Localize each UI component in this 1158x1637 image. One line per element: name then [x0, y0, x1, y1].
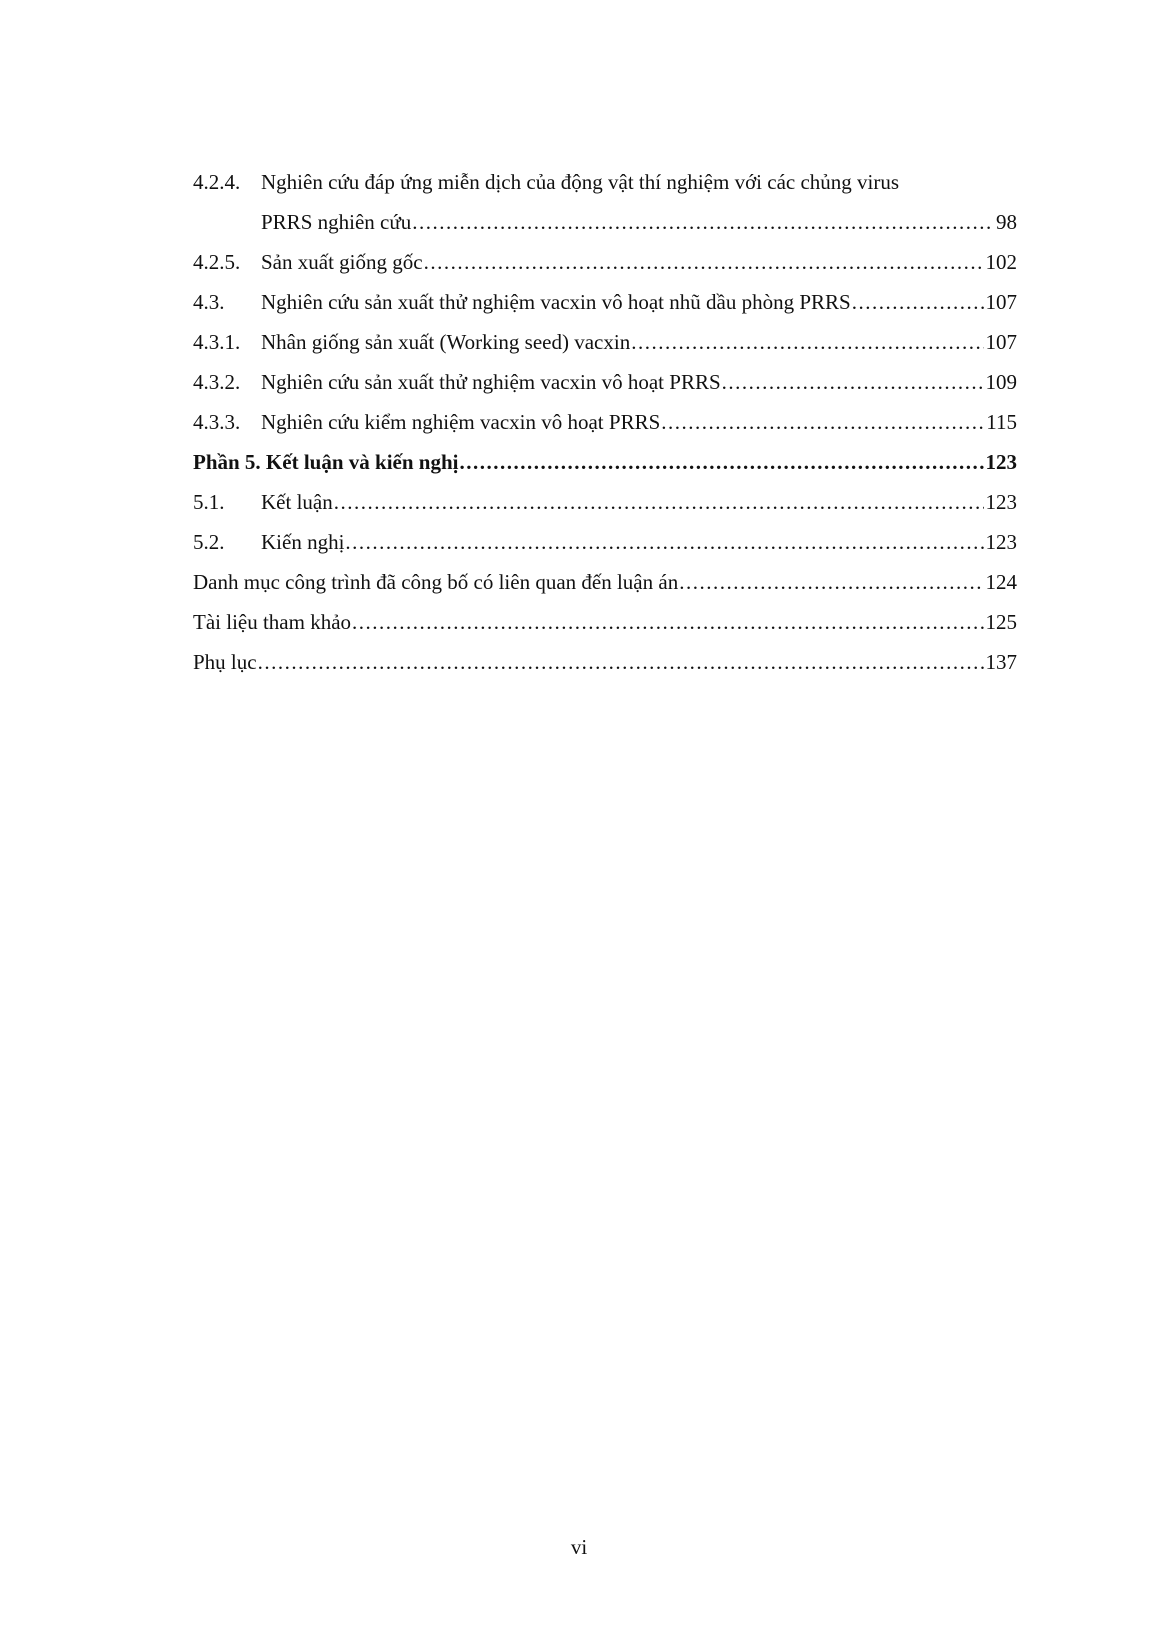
toc-entry-page: 123 — [985, 490, 1017, 514]
toc-dot-leader — [334, 482, 984, 522]
toc-entry-page: 124 — [985, 570, 1017, 594]
toc-dot-leader — [352, 602, 983, 642]
toc-entry-title: Nghiên cứu kiểm nghiệm vacxin vô hoạt PRRS — [261, 410, 661, 434]
page-number: vi — [570, 1535, 588, 1559]
toc-entry-page: 102 — [985, 250, 1017, 274]
toc-entry-5-2[interactable] — [193, 522, 1017, 562]
toc-entry-4-2-4[interactable] — [193, 162, 1017, 202]
toc-dot-leader — [661, 402, 984, 442]
toc-entry-page: 123 — [985, 530, 1017, 554]
toc-dot-leader — [722, 362, 984, 402]
toc-entry-title: Tài liệu tham khảo — [193, 610, 352, 634]
toc-entry-publications[interactable] — [193, 562, 1017, 602]
toc-entry-number: 4.2.5. — [193, 250, 241, 274]
toc-entry-title-continuation: PRRS nghiên cứu — [261, 210, 412, 234]
toc-entry-page: 107 — [985, 330, 1017, 354]
toc-entry-references[interactable] — [193, 602, 1017, 642]
toc-dot-leader — [679, 562, 983, 602]
toc-entry-4-2-4-continuation[interactable] — [193, 202, 1017, 242]
toc-entry-page: 115 — [986, 410, 1017, 434]
toc-entry-number: 4.3.1. — [193, 330, 241, 354]
toc-entry-title: Phần 5. Kết luận và kiến nghị — [193, 450, 459, 474]
toc-entry-number: 4.2.4. — [193, 170, 241, 194]
toc-dot-leader — [631, 322, 983, 362]
toc-entry-title: Nghiên cứu đáp ứng miễn dịch của động vật thí nghiệm với các chủng virus — [261, 170, 900, 194]
toc-entry-title: Sản xuất giống gốc — [261, 250, 423, 274]
toc-entry-page: 98 — [996, 210, 1017, 234]
toc-entry-number: 4.3.2. — [193, 370, 241, 394]
toc-entry-page: 107 — [985, 290, 1017, 314]
toc-entry-title: Phụ lục — [193, 650, 257, 674]
toc-entry-title: Kiến nghị — [261, 530, 345, 554]
toc-dot-leader — [459, 442, 983, 482]
toc-entry-4-2-5[interactable] — [193, 242, 1017, 282]
toc-entry-title: Nhân giống sản xuất (Working seed) vacxin — [261, 330, 631, 354]
toc-dot-leader — [412, 202, 994, 242]
toc-entry-title: Nghiên cứu sản xuất thử nghiệm vacxin vô hoạt PRRS — [261, 370, 721, 394]
toc-entry-number: 5.1. — [193, 490, 225, 514]
table-of-contents — [193, 162, 1017, 682]
toc-entry-title: Danh mục công trình đã công bố có liên quan đến luận án — [193, 570, 679, 594]
toc-entry-number: 5.2. — [193, 530, 225, 554]
toc-entry-appendix[interactable] — [193, 642, 1017, 682]
toc-dot-leader — [852, 282, 984, 322]
toc-entry-4-3-1[interactable] — [193, 322, 1017, 362]
toc-entry-page: 123 — [985, 450, 1017, 474]
toc-dot-leader — [345, 522, 983, 562]
toc-entry-title: Kết luận — [261, 490, 333, 514]
toc-entry-page: 125 — [985, 610, 1017, 634]
toc-entry-title: Nghiên cứu sản xuất thử nghiệm vacxin vô hoạt nhũ dầu phòng PRRS — [261, 290, 851, 314]
toc-entry-page: 109 — [985, 370, 1017, 394]
toc-entry-number: 4.3. — [193, 290, 225, 314]
toc-entry-4-3-2[interactable] — [193, 362, 1017, 402]
toc-entry-4-3-3[interactable] — [193, 402, 1017, 442]
toc-entry-4-3[interactable] — [193, 282, 1017, 322]
toc-entry-page: 137 — [985, 650, 1017, 674]
toc-dot-leader — [258, 642, 984, 682]
toc-entry-chapter-5[interactable] — [193, 442, 1017, 482]
toc-entry-5-1[interactable] — [193, 482, 1017, 522]
toc-dot-leader — [424, 242, 984, 282]
toc-entry-number: 4.3.3. — [193, 410, 241, 434]
